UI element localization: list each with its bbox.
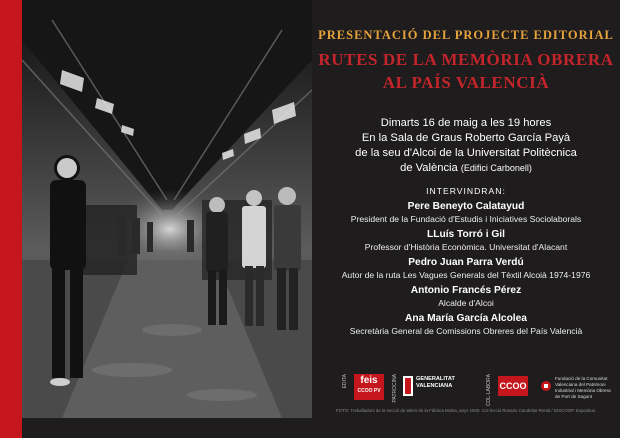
speaker-name: LLuís Torró i Gil	[427, 229, 505, 240]
speaker-1	[312, 200, 620, 225]
ccoo-logo: CCOO	[498, 376, 528, 396]
event-venue-3	[312, 161, 620, 176]
patrocina-label: PATROCINA	[392, 374, 398, 403]
edita-label: EDITA	[342, 374, 348, 389]
speaker-role: Secretària General de Comissions Obreres del País Valencià	[349, 326, 583, 336]
speaker-name: Antonio Francés Pérez	[410, 285, 522, 296]
event-details	[312, 116, 620, 176]
sponsor-logos	[340, 372, 612, 407]
photo-illustration	[22, 0, 312, 418]
generalitat-emblem-icon	[402, 372, 414, 402]
generalitat-logo: GENERALITAT VALENCIANA	[416, 376, 455, 389]
factory-workers-photo	[22, 0, 312, 418]
event-venue-building: (Edifici Carbonell)	[460, 163, 532, 173]
speaker-name: Pedro Juan Parra Verdú	[408, 257, 524, 268]
event-date: Dimarts 16 de maig a les 19 hores	[380, 117, 552, 129]
fundacio-emblem-icon	[540, 372, 552, 402]
speaker-2	[312, 228, 620, 253]
speaker-3	[312, 256, 620, 281]
kicker-heading: PRESENTACIÓ DEL PROJECTE EDITORIAL	[318, 28, 614, 42]
fundacio-logo-text: Fundació de la Comunitat Valenciana del Patrimoni Industrial i Memòria Obrera de Port de Sagunt	[555, 376, 611, 399]
speaker-5	[312, 312, 620, 337]
speaker-role: Professor d'Història Econòmica. Universitat d'Alacant	[364, 242, 568, 252]
event-venue: En la Sala de Graus Roberto García Payà	[361, 132, 571, 144]
speaker-role: Alcalde d'Alcoi	[438, 298, 494, 308]
col-labora-label: COL·LABORA	[486, 374, 492, 407]
event-venue-2: de la seu d'Alcoi de la Universitat Politècnica	[355, 147, 577, 159]
speakers-heading: INTERVINDRAN:	[426, 186, 506, 196]
speaker-4	[312, 284, 620, 309]
title-line-2: AL PAÍS VALENCIÀ	[382, 73, 550, 92]
speaker-role: President de la Fundació d'Estudis i Iniciatives Sociolaborals	[350, 214, 582, 224]
event-venue-city: de València	[400, 162, 458, 174]
speaker-role: Autor de la ruta Les Vagues Generals del Tèxtil Alcoià 1974-1976	[341, 270, 591, 280]
speaker-name: Pere Beneyto Calatayud	[407, 201, 525, 212]
title-line-1: RUTES DE LA MEMÒRIA OBRERA	[318, 50, 614, 69]
red-side-strip	[0, 0, 22, 438]
photo-credit: FOTO: Treballadors de la secció de telers de la Fàbrica Molsa, anys 1940. Col·lecció Rosario Candelas Rentá / DISCOOP. Expositus.	[336, 408, 597, 413]
speaker-name: Ana María García Alcolea	[405, 313, 527, 324]
feis-logo: feis CCOO PV	[354, 374, 384, 400]
